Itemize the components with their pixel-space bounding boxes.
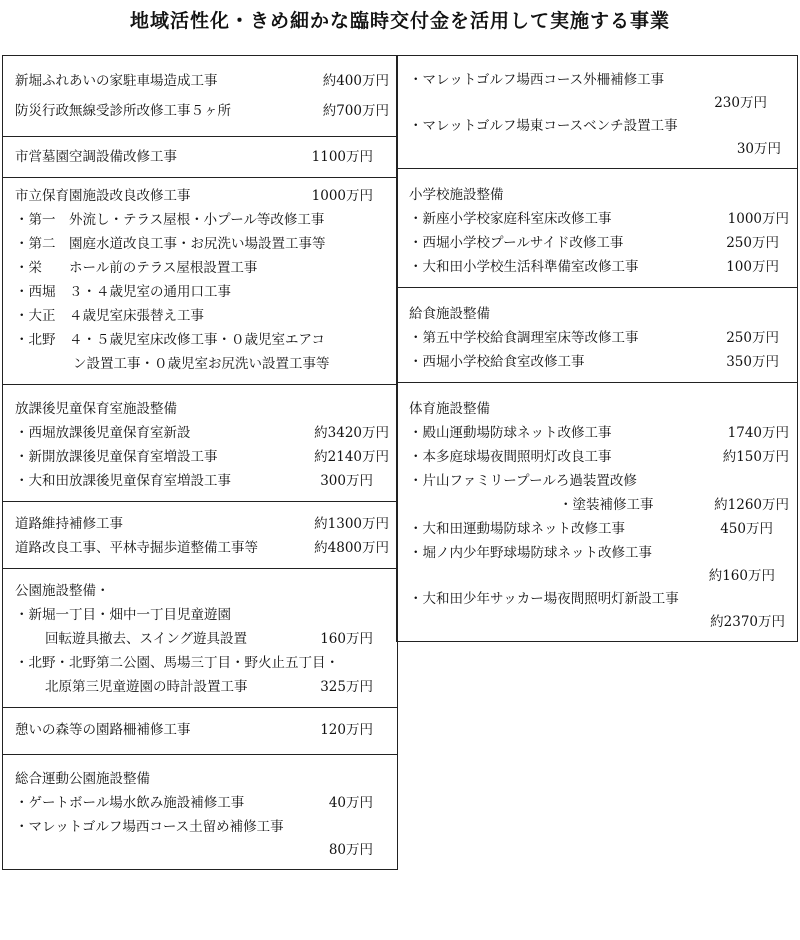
list-item: ・大正 ４歳児室床張替え工事 <box>15 308 204 324</box>
list-item: ・北野・北野第二公園、馬場三丁目・野火止五丁目・ <box>15 655 339 671</box>
section-heading-row <box>15 184 389 208</box>
project-row <box>15 445 389 469</box>
project-box-taiiku <box>397 383 797 641</box>
list-item: ン設置工事・０歳児室お尻洗い設置工事等 <box>73 356 330 372</box>
project-label: ・大和田放課後児童保育室増設工事 <box>15 473 231 489</box>
project-row <box>15 143 389 171</box>
project-amount: 1000万円 <box>727 211 789 227</box>
project-label: ・第五中学校給食調理室床等改修工事 <box>409 330 639 346</box>
project-label: ・大和田運動場防球ネット改修工事 <box>409 521 625 537</box>
project-amount: 300万円 <box>320 473 373 489</box>
project-label: ・塗装補修工事 <box>559 497 654 513</box>
project-amount: 230万円 <box>714 95 767 111</box>
project-amount: 30万円 <box>736 141 781 157</box>
section-amount: 1000万円 <box>311 188 373 204</box>
section-heading: 放課後児童保育室施設整備 <box>15 401 177 417</box>
section-heading: 小学校施設整備 <box>409 187 504 203</box>
project-amount: 250万円 <box>726 235 779 251</box>
project-amount: 160万円 <box>320 631 373 647</box>
project-amount: 約700万円 <box>322 103 389 119</box>
project-box-houkago <box>3 385 397 502</box>
project-box-kyushoku <box>397 288 797 383</box>
project-box-shinbori-bousai <box>3 56 397 137</box>
right-column <box>396 55 798 642</box>
project-amount: 約2140万円 <box>314 449 389 465</box>
list-item: ・第二 園庭水道改良工事・お尻洗い場設置工事等 <box>15 236 326 252</box>
list-item: ・大和田少年サッカー場夜間照明灯新設工事 <box>409 591 679 607</box>
list-item: ・北野 ４・５歳児室床改修工事・０歳児室エアコ <box>15 332 325 348</box>
project-amount: 約1300万円 <box>314 516 389 532</box>
project-row <box>409 421 789 445</box>
project-amount: 約2370万円 <box>710 614 785 630</box>
project-row <box>409 207 789 231</box>
project-box-sougou <box>3 755 397 869</box>
project-box-kouen <box>3 569 397 708</box>
project-label: ・西堀放課後児童保育室新設 <box>15 425 191 441</box>
project-amount: 350万円 <box>726 354 779 370</box>
section-heading: 公園施設整備・ <box>15 583 110 599</box>
project-label: ・新座小学校家庭科室床改修工事 <box>409 211 612 227</box>
project-row <box>409 255 789 279</box>
list-item: ・第一 外流し・テラス屋根・小プール等改修工事 <box>15 212 325 228</box>
project-label: ・本多庭球場夜間照明灯改良工事 <box>409 449 612 465</box>
project-row <box>15 627 389 651</box>
project-label: ・西堀小学校給食室改修工事 <box>409 354 585 370</box>
section-heading: 市立保育園施設改良改修工事 <box>15 188 191 204</box>
project-amount: 約160万円 <box>708 568 775 584</box>
project-label: 道路改良工事、平林寺掘歩道整備工事等 <box>15 540 258 556</box>
project-label: ・殿山運動場防球ネット改修工事 <box>409 425 612 441</box>
project-amount: 325万円 <box>320 679 373 695</box>
section-heading: 総合運動公園施設整備 <box>15 771 150 787</box>
project-amount: 100万円 <box>726 259 779 275</box>
project-row <box>409 326 789 350</box>
project-row <box>409 445 789 469</box>
project-amount: 約3420万円 <box>314 425 389 441</box>
list-item: ・堀ノ内少年野球場防球ネット改修工事 <box>409 545 652 561</box>
left-column <box>2 55 398 870</box>
project-label: ・ゲートボール場水飲み施設補修工事 <box>15 795 245 811</box>
list-item: ・栄 ホール前のテラス屋根設置工事 <box>15 260 258 276</box>
project-label: 北原第三児童遊園の時計設置工事 <box>45 679 248 695</box>
list-item: ・マレットゴルフ場東コースベンチ設置工事 <box>409 118 678 134</box>
project-label: ・西堀小学校プールサイド改修工事 <box>409 235 624 251</box>
project-box-ikoi <box>3 708 397 755</box>
project-row <box>15 536 389 560</box>
project-row <box>15 421 389 445</box>
project-label: 市営墓園空調設備改修工事 <box>15 149 177 165</box>
project-row <box>409 350 789 374</box>
project-label: 憩いの森等の園路柵補修工事 <box>15 722 191 738</box>
project-row <box>15 66 389 96</box>
project-amount: 1100万円 <box>311 149 373 165</box>
list-item: ・新堀一丁目・畑中一丁目児童遊園 <box>15 607 231 623</box>
project-label: 新堀ふれあいの家駐車場造成工事 <box>15 73 218 89</box>
project-amount: 120万円 <box>320 722 373 738</box>
project-row <box>15 791 389 815</box>
list-item: ・マレットゴルフ場西コース土留め補修工事 <box>15 819 284 835</box>
section-heading: 体育施設整備 <box>409 401 490 417</box>
project-amount: 250万円 <box>726 330 779 346</box>
project-label: ・大和田小学校生活科準備室改修工事 <box>409 259 639 275</box>
project-box-mallet <box>397 56 797 169</box>
section-heading: 給食施設整備 <box>409 306 490 322</box>
project-row <box>409 493 789 517</box>
project-row <box>15 96 389 126</box>
project-row <box>409 517 789 541</box>
project-amount: 約150万円 <box>722 449 789 465</box>
list-item: ・片山ファミリープールろ過装置改修 <box>409 473 637 489</box>
page-title: 地域活性化・きめ細かな臨時交付金を活用して実施する事業 <box>129 10 670 32</box>
project-row <box>15 512 389 536</box>
project-amount: 1740万円 <box>727 425 789 441</box>
list-item: ・マレットゴルフ場西コース外柵補修工事 <box>409 72 665 88</box>
list-item: ・西堀 ３・４歳児室の通用口工事 <box>15 284 231 300</box>
project-row <box>15 675 389 699</box>
project-box-hoikuen <box>3 178 397 385</box>
project-row <box>409 231 789 255</box>
project-label: 防災行政無線受診所改修工事５ヶ所 <box>15 103 231 119</box>
project-amount: 約4800万円 <box>314 540 389 556</box>
project-amount: 約400万円 <box>322 73 389 89</box>
project-row <box>15 469 389 493</box>
project-box-douro <box>3 502 397 569</box>
project-label: ・新開放課後児童保育室増設工事 <box>15 449 218 465</box>
project-amount: 40万円 <box>328 795 373 811</box>
project-amount: 450万円 <box>720 521 773 537</box>
project-amount: 80万円 <box>328 842 373 858</box>
project-row <box>15 718 389 742</box>
project-amount: 約1260万円 <box>714 497 789 513</box>
project-box-shougakkou <box>397 169 797 288</box>
project-label: 回転遊具撤去、スイング遊具設置 <box>45 631 247 647</box>
project-box-boen <box>3 137 397 178</box>
project-label: 道路維持補修工事 <box>15 516 123 532</box>
